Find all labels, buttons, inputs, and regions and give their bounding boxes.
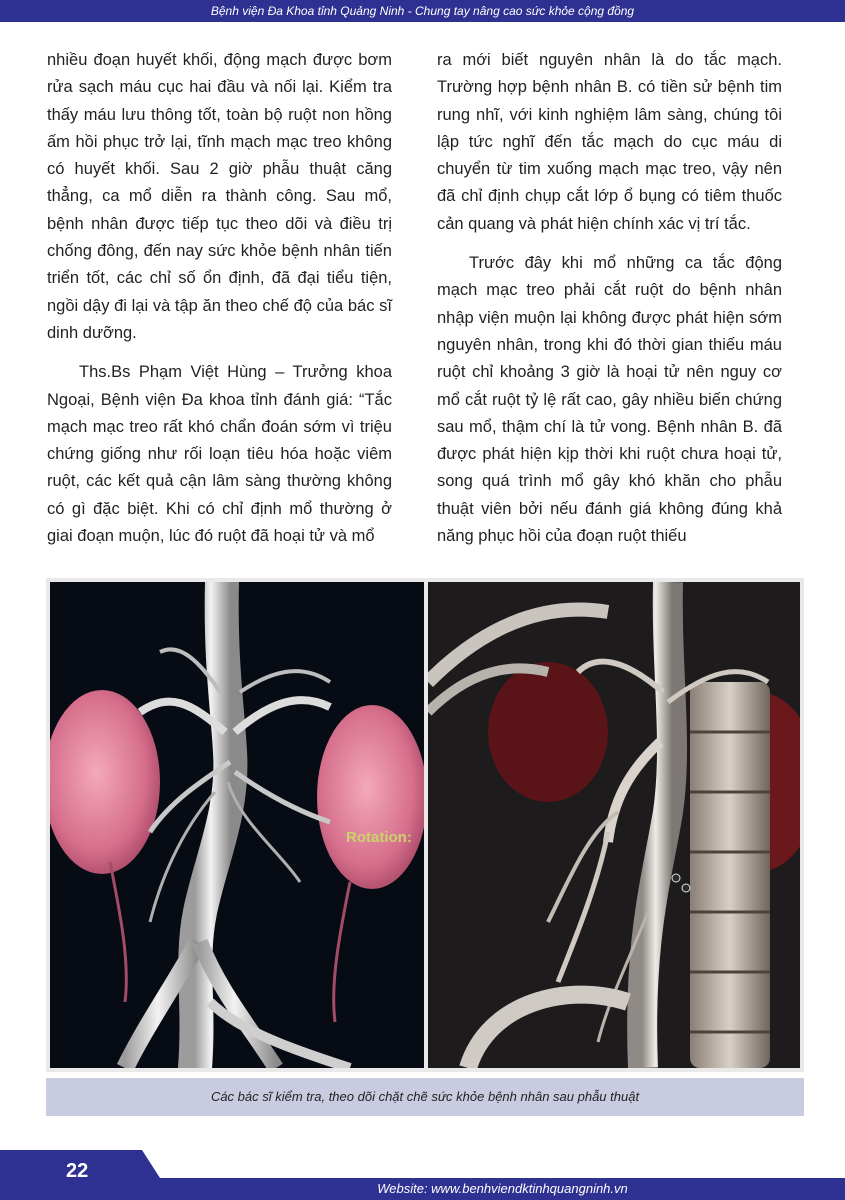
article-paragraph: nhiều đoạn huyết khối, động mạch được bơm rửa sạch máu cục hai đầu và nối lại. Kiểm tra thấy máu lưu thông tốt, toàn bộ ruột non hồng ấm hồi phục trở lại, tĩnh mạch mạc treo không có huyết khối. Sau 2 giờ phẫu thuật căng thẳng, ca mổ diễn ra thành công. Sau mổ, bệnh nhân được tiếp tục theo dõi và điều trị chống đông, đến nay sức khỏe bệnh nhân tiến triển tốt, các chỉ số ổn định, đã đại tiểu tiện, ngồi dậy đi lại và tập ăn theo chế độ của bác sĩ dinh dưỡng. [47,51,392,342]
ct-angiography-image-left [50,582,424,1068]
aorta-spine-illustration [428,582,800,1068]
article-column-right [437,47,782,562]
page-header: Bệnh viện Đa Khoa tỉnh Quảng Ninh - Chung tay nâng cao sức khỏe cộng đồng [0,0,845,22]
rotation-overlay-label: Rotation: [346,829,412,846]
article-paragraph: Trước đây khi mổ những ca tắc động mạch mạc treo phải cắt ruột do bệnh nhân nhập viện muộn lại không được phát hiện sớm nguyên nhân, trong khi đó thời gian thiếu máu ruột chỉ khoảng 3 giờ là hoại tử nên nguy cơ mổ cắt ruột tỷ lệ rất cao, gây nhiều biến chứng sau mổ, thậm chí là tử vong. Bệnh nhân B. đã được phát hiện kịp thời khi ruột chưa hoại tử, song quá trình mổ gây khó khăn cho phẫu thuật viên bởi nếu đánh giá không đúng khả năng phục hồi của đoạn ruột thiếu [437,254,782,546]
figure-caption: Các bác sĩ kiểm tra, theo dõi chặt chẽ sức khỏe bệnh nhân sau phẫu thuật [46,1078,804,1116]
aorta-kidneys-illustration [50,582,424,1068]
page-number: 22 [66,1160,89,1182]
article-paragraph: Ths.Bs Phạm Việt Hùng – Trưởng khoa Ngoại, Bệnh viện Đa khoa tỉnh đánh giá: “Tắc mạch mạc treo rất khó chẩn đoán sớm vì triệu chứng giống như rối loạn tiêu hóa hoặc viêm ruột, các kết quả cận lâm sàng thường không có gì đặc biệt. Khi có chỉ định mổ thường ở giai đoạn muộn, lúc đó ruột đã hoại tử và mổ [47,363,392,546]
ct-angiography-image-right [428,582,800,1068]
article-column-left [47,47,392,562]
ct-scan-figure [46,578,804,1072]
article-paragraph: ra mới biết nguyên nhân là do tắc mạch. Trường hợp bệnh nhân B. có tiền sử bệnh tim rung nhĩ, với kinh nghiệm lâm sàng, chúng tôi lập tức nghĩ đến tắc mạch do cục máu di chuyển từ tim xuống mạch mạc treo, vậy nên đã chỉ định chụp cắt lớp ổ bụng có tiêm thuốc cản quang và phát hiện chính xác vị trí tắc. [437,51,782,233]
footer-website: Website: www.benhviendktinhquangninh.vn [377,1181,628,1196]
